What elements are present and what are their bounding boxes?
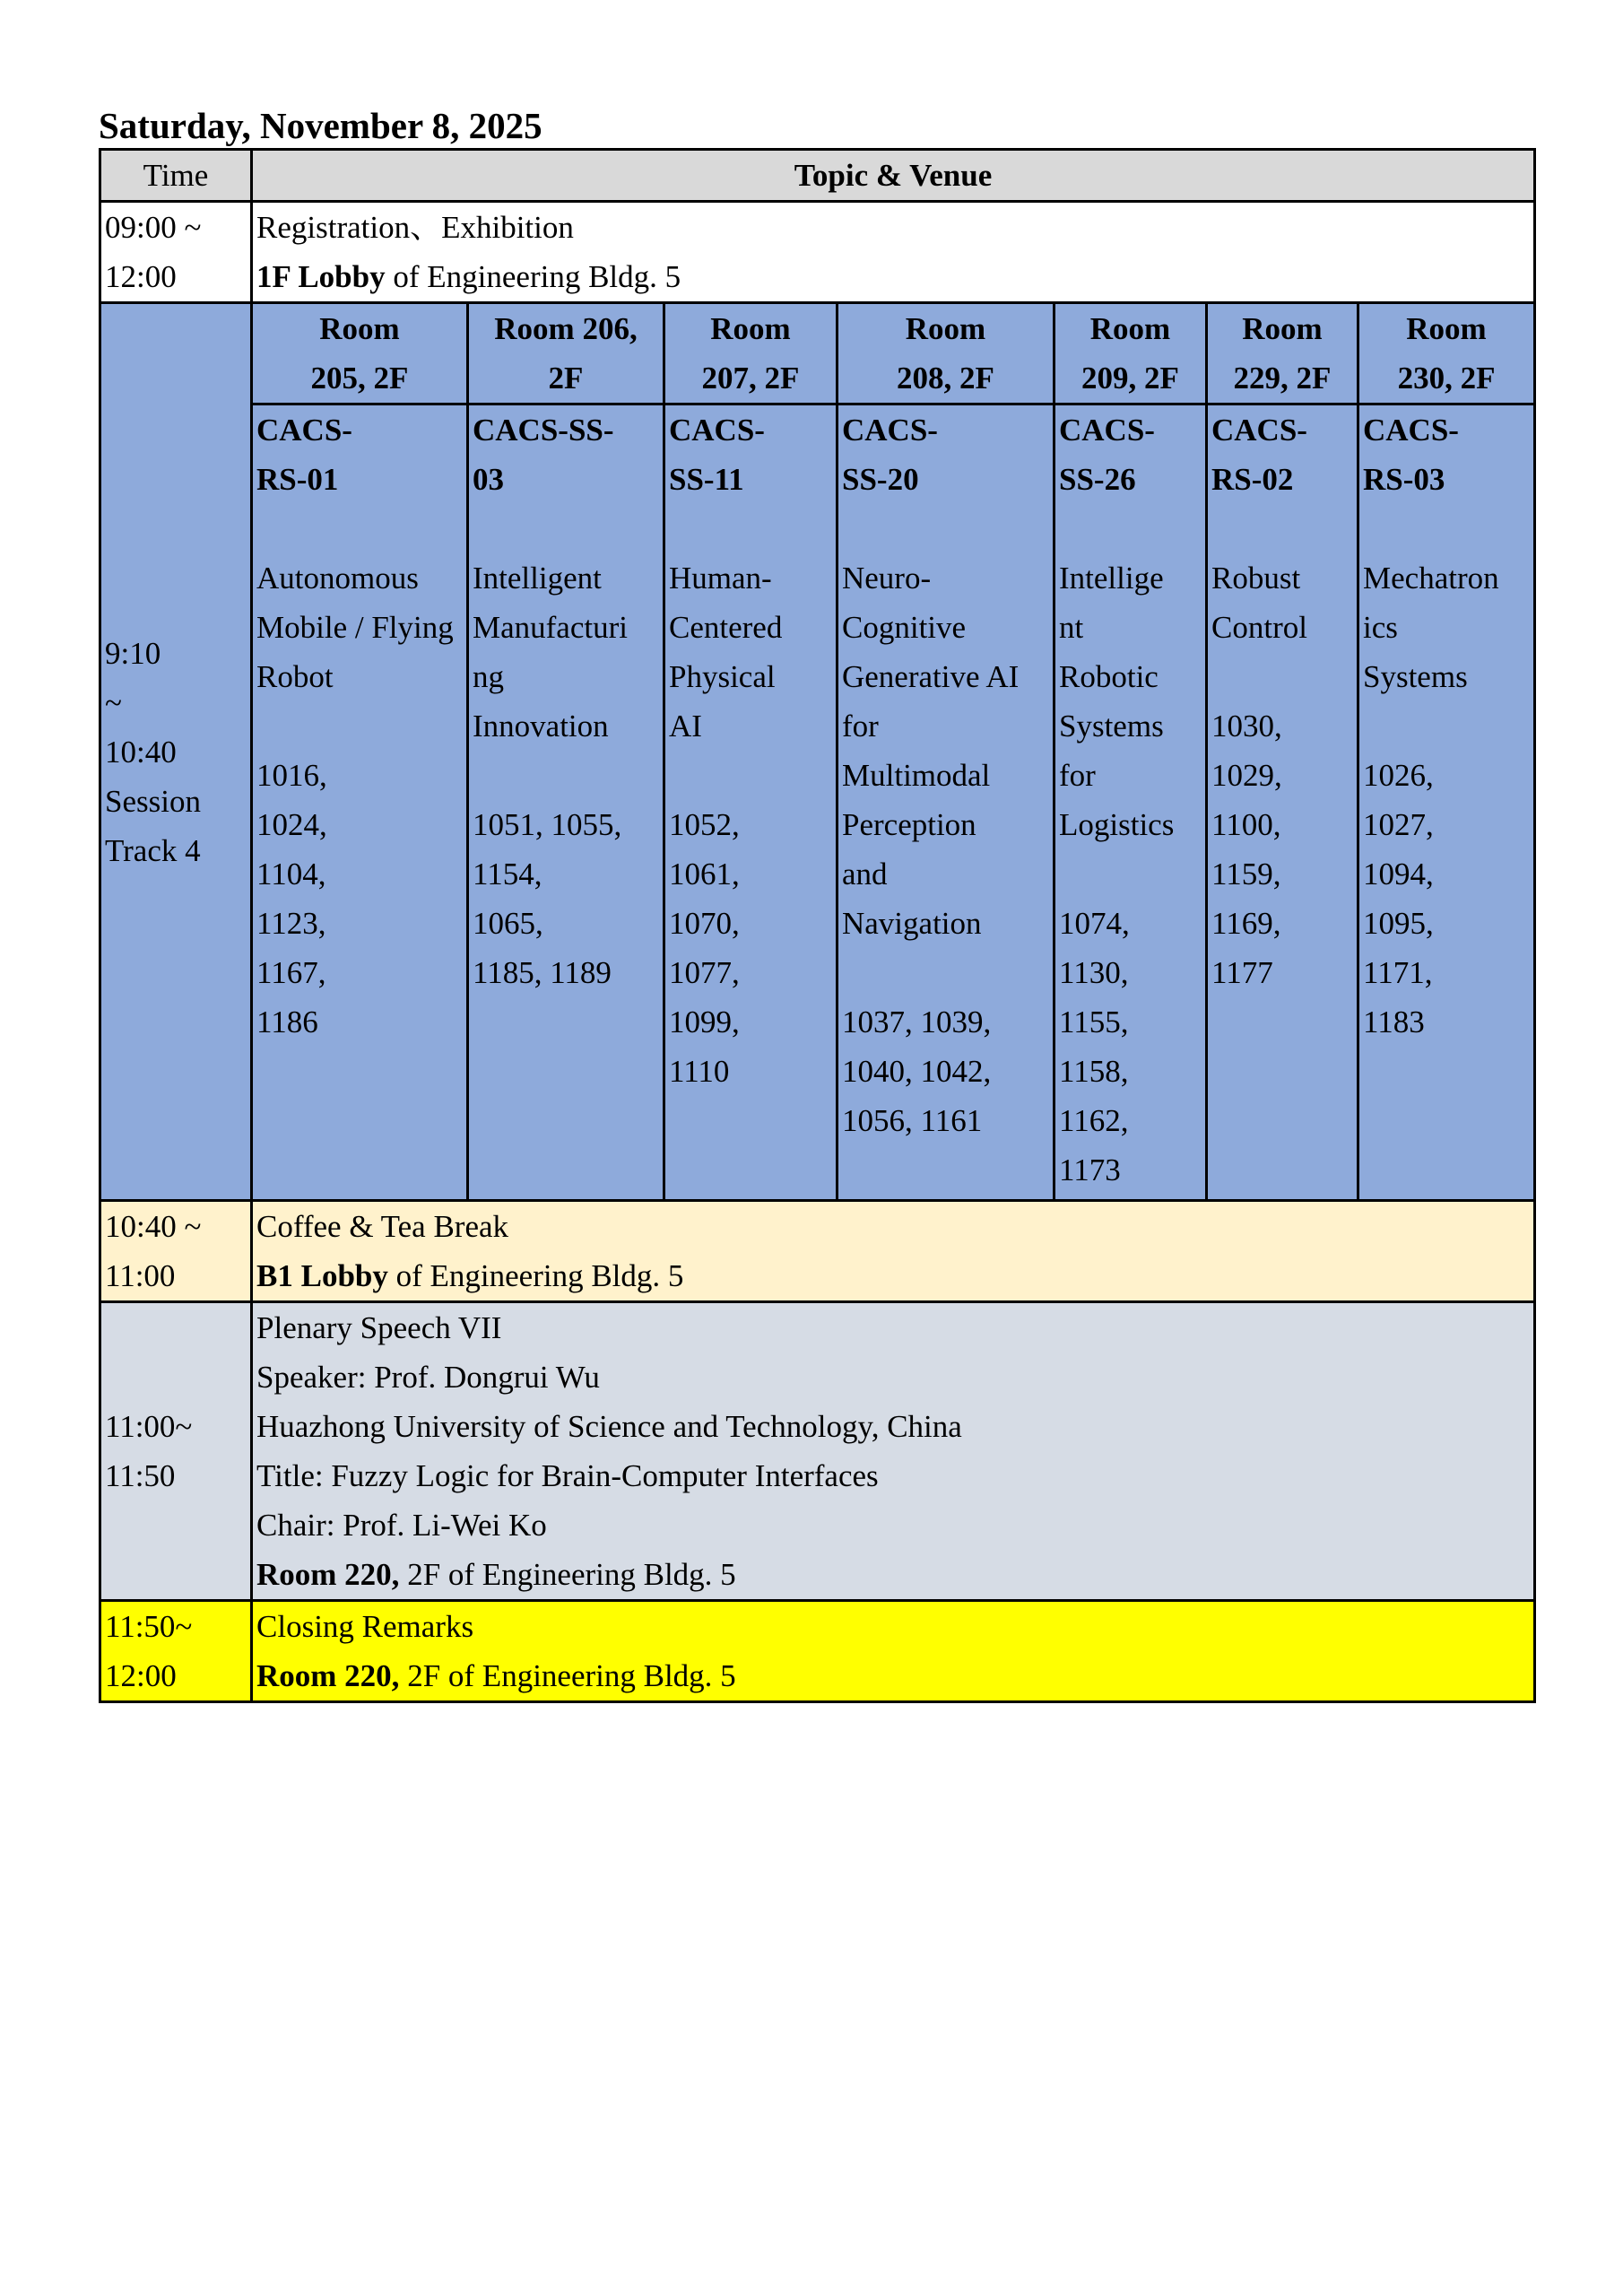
session-paper-ids: 1185, 1189 [473,955,612,990]
room-label: Room [1406,311,1487,346]
session-topic: Logistics [1059,807,1175,842]
session-code: SS-11 [669,462,744,497]
coffee-break-time-end: 11:00 [105,1258,176,1293]
session-paper-ids: 1016, [256,758,327,793]
session-code: CACS- [669,413,765,448]
session-topic: Physical [669,659,776,694]
registration-title: Registration、Exhibition [256,210,574,245]
session-paper-ids: 1024, [256,807,327,842]
coffee-break-venue-room: B1 Lobby [256,1258,388,1293]
session-code: RS-01 [256,462,339,497]
room-number: 229, 2F [1233,361,1332,396]
plenary-details [252,1302,1535,1601]
header-topic-venue: Topic & Venue [252,150,1535,202]
plenary-talk-title: Title: Fuzzy Logic for Brain-Computer Interfaces [256,1458,879,1493]
session-topic: Mechatron [1363,561,1499,596]
session-topic: Generative AI [842,659,1020,694]
session-cell [1207,404,1358,1201]
spacer [473,504,659,553]
spacer [256,504,463,553]
schedule-table [99,148,1536,1703]
session-code: SS-26 [1059,462,1136,497]
room-header [664,303,838,404]
session-paper-ids: 1061, [669,857,740,891]
plenary-venue-room: Room 220, [256,1557,400,1592]
closing-time-end: 12:00 [105,1658,177,1693]
plenary-time-end: 11:50 [105,1458,176,1493]
room-number: 207, 2F [701,361,800,396]
spacer [1059,504,1202,553]
session-paper-ids: 1052, [669,807,740,842]
session-code: CACS-SS- [473,413,614,448]
session-paper-ids: 1029, [1211,758,1282,793]
session-time-start: 9:10 [105,635,161,671]
session-paper-ids: 1154, [473,857,542,891]
session-topic: ng [473,659,504,694]
coffee-break-time [100,1201,252,1302]
session-paper-ids: 1158, [1059,1054,1129,1089]
spacer [1363,701,1530,751]
session-code: CACS- [1363,413,1459,448]
session-time-tilde: ~ [105,684,122,720]
session-paper-ids: 1177 [1211,955,1273,990]
session-code: 03 [473,462,504,497]
coffee-break-venue [256,1251,1530,1300]
room-number: 208, 2F [897,361,994,396]
room-label: Room [710,311,791,346]
spacer [669,504,832,553]
session-code: RS-02 [1211,462,1294,497]
session-topic: Neuro- [842,561,932,596]
session-topic: Human- [669,561,772,596]
coffee-break-venue-building: of Engineering Bldg. 5 [387,1258,684,1293]
session-topic: Intelligent [473,561,602,596]
session-topic: Autonomous [256,561,419,596]
session-code: RS-03 [1363,462,1445,497]
session-paper-ids: 1171, [1363,955,1433,990]
session-paper-ids: 1130, [1059,955,1129,990]
closing-venue-room: Room 220, [256,1658,400,1693]
closing-details [252,1601,1535,1702]
plenary-row [100,1302,1535,1601]
spacer [256,701,463,751]
plenary-venue [256,1550,1530,1599]
plenary-affiliation: Huazhong University of Science and Technology, China [256,1409,962,1444]
session-track-number: Track 4 [105,832,201,868]
session-paper-ids: 1155, [1059,1004,1129,1039]
session-topic: for [842,709,879,744]
spacer [1059,849,1202,899]
registration-venue-room: 1F Lobby [256,259,386,294]
session-paper-ids: 1159, [1211,857,1281,891]
room-label: Room [1089,311,1171,346]
plenary-time [100,1302,252,1601]
room-label: Room [1242,311,1323,346]
registration-venue-building: of Engineering Bldg. 5 [385,259,681,294]
spacer [1211,652,1353,701]
spacer [473,751,659,800]
session-paper-ids: 1094, [1363,857,1434,891]
session-code: CACS- [1211,413,1307,448]
room-header [1358,303,1535,404]
spacer [1211,504,1353,553]
spacer [842,948,1049,997]
session-paper-ids: 1183 [1363,1004,1425,1039]
closing-title: Closing Remarks [256,1609,474,1644]
coffee-break-row [100,1201,1535,1302]
session-paper-ids: 1186 [256,1004,318,1039]
spacer [842,504,1049,553]
room-number: 205, 2F [310,361,409,396]
session-code: CACS- [842,413,938,448]
room-label: Room [319,311,400,346]
session-topic: Robot [256,659,334,694]
registration-time-start: 09:00 ~ [105,210,202,245]
session-paper-ids: 1110 [669,1054,730,1089]
session-topic: nt [1059,610,1084,645]
registration-time [100,202,252,303]
registration-time-end: 12:00 [105,259,177,294]
room-label: Room [905,311,986,346]
session-cell [664,404,838,1201]
session-cell [1358,404,1535,1201]
session-paper-ids: 1037, 1039, [842,1004,992,1039]
sessions-row [100,404,1535,1201]
closing-time-start: 11:50~ [105,1609,193,1644]
session-topic: Innovation [473,709,609,744]
coffee-break-time-start: 10:40 ~ [105,1209,202,1244]
session-paper-ids: 1100, [1211,807,1281,842]
session-topic: Manufacturi [473,610,628,645]
session-paper-ids: 1169, [1211,906,1281,941]
session-paper-ids: 1030, [1211,709,1282,744]
plenary-venue-building: 2F of Engineering Bldg. 5 [399,1557,736,1592]
session-paper-ids: 1167, [256,955,326,990]
session-topic: Robust [1211,561,1301,596]
closing-time [100,1601,252,1702]
session-topic: Intellige [1059,561,1164,596]
session-topic: Mobile / Flying [256,610,454,645]
room-header [252,303,468,404]
room-label: Room 206, [494,311,638,346]
session-topic: Robotic [1059,659,1159,694]
closing-venue-building: 2F of Engineering Bldg. 5 [399,1658,736,1693]
registration-details [252,202,1535,303]
registration-venue [256,252,1530,301]
plenary-title: Plenary Speech VII [256,1310,502,1345]
session-topic: for [1059,758,1096,793]
page-title: Saturday, November 8, 2025 [99,105,542,146]
rooms-row [100,303,1535,404]
session-topic: and [842,857,888,891]
session-paper-ids: 1040, 1042, [842,1054,992,1089]
room-number: 2F [548,361,584,396]
plenary-time-start: 11:00~ [105,1409,193,1444]
session-cell [838,404,1055,1201]
session-paper-ids: 1027, [1363,807,1434,842]
room-number: 230, 2F [1397,361,1496,396]
session-paper-ids: 1056, 1161 [842,1103,983,1138]
session-paper-ids: 1099, [669,1004,740,1039]
session-topic: Cognitive [842,610,967,645]
session-topic: Control [1211,610,1307,645]
session-paper-ids: 1051, 1055, [473,807,622,842]
session-paper-ids: 1065, [473,906,543,941]
session-topic: Systems [1059,709,1164,744]
session-topic: Multimodal [842,758,991,793]
closing-row [100,1601,1535,1702]
session-paper-ids: 1123, [256,906,326,941]
session-code: SS-20 [842,462,919,497]
session-track-label: Session [105,783,201,819]
session-cell [468,404,664,1201]
plenary-speaker: Speaker: Prof. Dongrui Wu [256,1360,600,1395]
session-paper-ids: 1173 [1059,1152,1121,1187]
session-code: CACS- [1059,413,1155,448]
header-time: Time [100,150,252,202]
session-topic: ics [1363,610,1398,645]
session-cell [252,404,468,1201]
session-topic: Systems [1363,659,1468,694]
session-topic: Navigation [842,906,982,941]
session-code: CACS- [256,413,352,448]
session-paper-ids: 1162, [1059,1103,1129,1138]
session-paper-ids: 1026, [1363,758,1434,793]
room-header [838,303,1055,404]
room-header [468,303,664,404]
session-time-end: 10:40 [105,734,177,770]
session-paper-ids: 1077, [669,955,740,990]
room-header [1055,303,1207,404]
session-topic: Centered [669,610,783,645]
session-cell [1055,404,1207,1201]
spacer [1363,504,1530,553]
session-topic: AI [669,709,702,744]
plenary-chair: Chair: Prof. Li-Wei Ko [256,1508,547,1543]
coffee-break-details [252,1201,1535,1302]
room-number: 209, 2F [1081,361,1179,396]
session-paper-ids: 1074, [1059,906,1130,941]
session-paper-ids: 1104, [256,857,326,891]
session-paper-ids: 1070, [669,906,740,941]
header-row [100,150,1535,202]
session-topic: Perception [842,807,976,842]
session-paper-ids: 1095, [1363,906,1434,941]
session-track-time [100,303,252,1201]
coffee-break-title: Coffee & Tea Break [256,1209,509,1244]
room-header [1207,303,1358,404]
closing-venue [256,1651,1530,1700]
spacer [669,751,832,800]
registration-row [100,202,1535,303]
